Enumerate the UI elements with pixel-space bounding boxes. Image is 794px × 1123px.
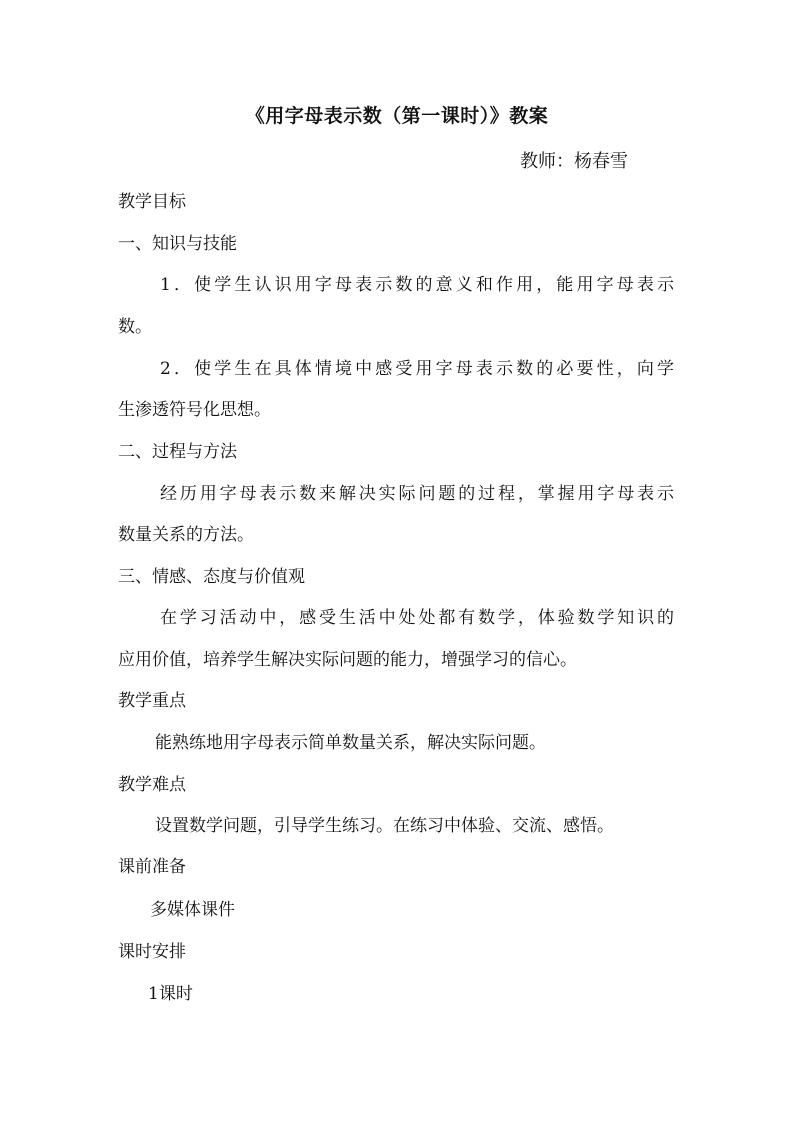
process-text-line-2: 数量关系的方法。 xyxy=(118,525,254,545)
schedule-text: 1课时 xyxy=(148,984,193,1004)
preparation-text: 多媒体课件 xyxy=(150,900,235,920)
document-title: 《用字母表示数（第一课时）》教案 xyxy=(245,105,549,127)
knowledge-item-2-line-1: 2．使学生在具体情境中感受用字母表示数的必要性，向学 xyxy=(160,359,674,379)
knowledge-item-1-line-1: 1．使学生认识用字母表示数的意义和作用，能用字母表示 xyxy=(160,275,674,295)
section-heading-objectives: 教学目标 xyxy=(118,192,186,212)
subsection-heading-knowledge: 一、知识与技能 xyxy=(118,234,237,254)
emotion-text-line-2: 应用价值，培养学生解决实际问题的能力，增强学习的信心。 xyxy=(118,650,577,670)
subsection-heading-emotion: 三、情感、态度与价值观 xyxy=(118,567,305,587)
section-heading-preparation: 课前准备 xyxy=(118,857,186,877)
emotion-text-line-1: 在学习活动中，感受生活中处处都有数学，体验数学知识的 xyxy=(160,608,674,628)
document-author: 教师：杨春雪 xyxy=(520,151,628,172)
process-text-line-1: 经历用字母表示数来解决实际问题的过程，掌握用字母表示 xyxy=(160,484,674,504)
subsection-heading-process: 二、过程与方法 xyxy=(118,442,237,462)
section-heading-key-points: 教学重点 xyxy=(118,691,186,711)
section-heading-schedule: 课时安排 xyxy=(118,942,186,962)
knowledge-item-2-line-2: 生渗透符号化思想。 xyxy=(118,400,271,420)
knowledge-item-1-line-2: 数。 xyxy=(118,317,152,337)
key-points-text: 能熟练地用字母表示简单数量关系，解决实际问题。 xyxy=(155,733,546,753)
section-heading-difficulties: 教学难点 xyxy=(118,775,186,795)
difficulties-text: 设置数学问题，引导学生练习。在练习中体验、交流、感悟。 xyxy=(155,816,614,836)
